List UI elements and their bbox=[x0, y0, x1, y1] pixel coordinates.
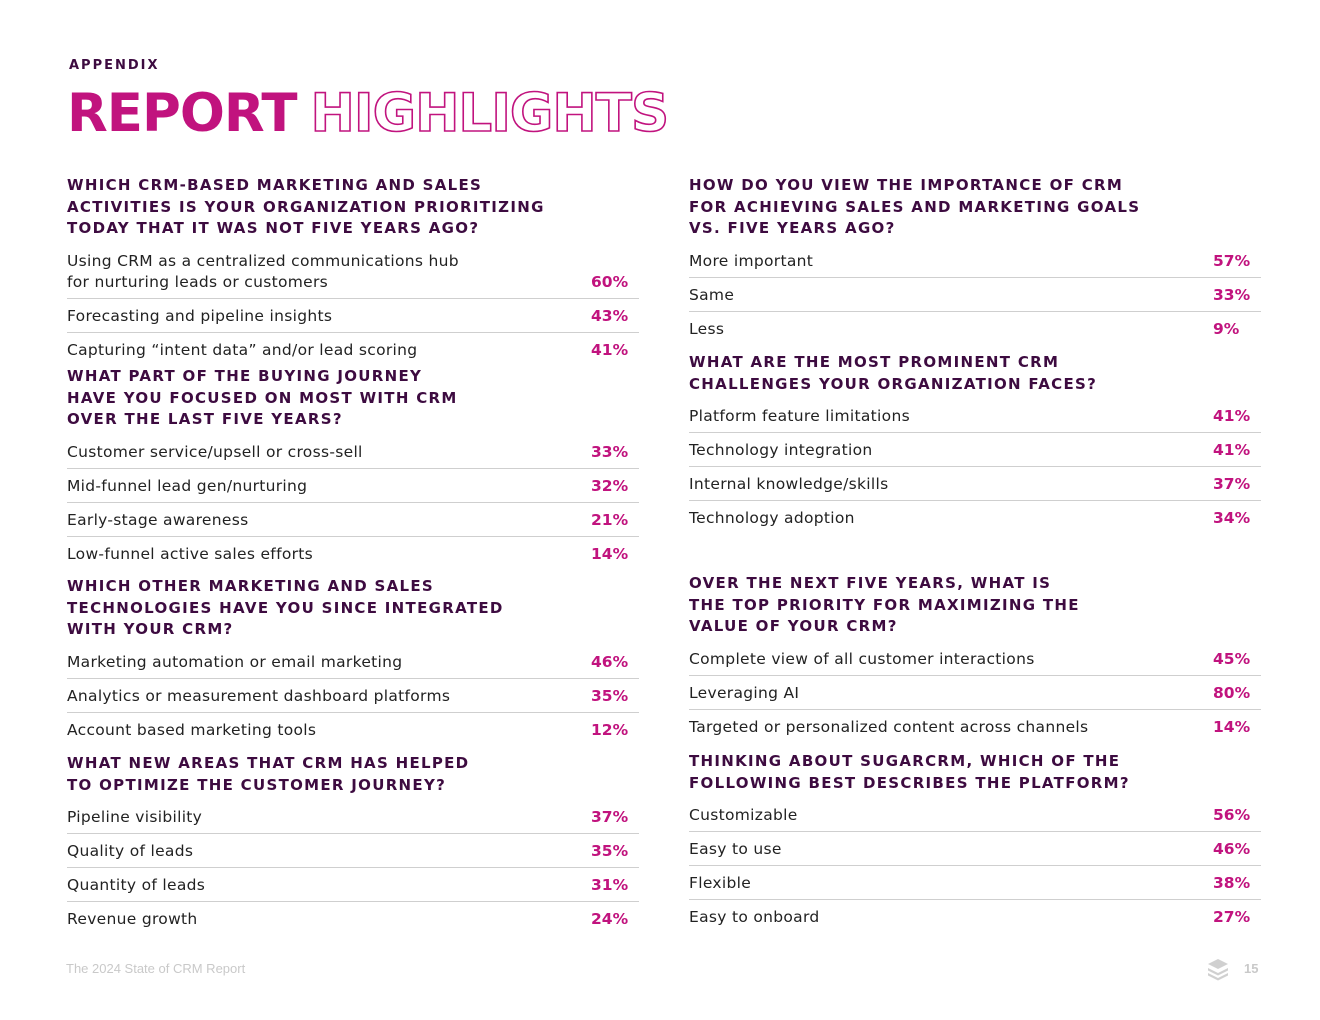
survey-block bbox=[689, 175, 1261, 345]
survey-block bbox=[689, 573, 1261, 743]
answer-label bbox=[689, 907, 1129, 928]
question-line: ACTIVITIES IS YOUR ORGANIZATION PRIORITIZING bbox=[67, 197, 545, 216]
answer-label-line: Capturing “intent data” and/or lead scoring bbox=[67, 340, 418, 359]
answer-percentage: 43% bbox=[591, 306, 629, 325]
question-line: HAVE YOU FOCUSED ON MOST WITH CRM bbox=[67, 388, 458, 407]
answer-label bbox=[689, 649, 1129, 670]
answer-row bbox=[689, 866, 1261, 900]
page-title bbox=[67, 82, 668, 146]
answer-label-line: Customer service/upsell or cross-sell bbox=[67, 442, 363, 461]
answer-label bbox=[689, 406, 1129, 427]
answer-list bbox=[689, 642, 1261, 743]
survey-block bbox=[67, 175, 639, 366]
answer-percentage: 24% bbox=[591, 910, 629, 928]
survey-block bbox=[67, 576, 639, 746]
title-solid-word: REPORT bbox=[67, 83, 297, 144]
answer-label bbox=[67, 841, 507, 862]
answer-label bbox=[67, 442, 507, 463]
answer-row bbox=[67, 868, 639, 902]
answer-list bbox=[67, 645, 639, 746]
answer-label bbox=[689, 319, 1129, 340]
answer-label bbox=[67, 875, 507, 896]
answer-label-line: Forecasting and pipeline insights bbox=[67, 306, 333, 325]
answer-label-line: Easy to use bbox=[689, 840, 782, 858]
answer-percentage: 56% bbox=[1213, 806, 1251, 824]
question-line: TODAY THAT IT WAS NOT FIVE YEARS AGO? bbox=[67, 219, 480, 237]
question-line: HOW DO YOU VIEW THE IMPORTANCE OF CRM bbox=[689, 176, 1124, 194]
answer-label bbox=[67, 686, 507, 707]
answer-label bbox=[67, 306, 507, 327]
survey-block bbox=[67, 753, 639, 935]
answer-label-line: Using CRM as a centralized communications hub bbox=[67, 251, 459, 270]
answer-label-line: Complete view of all customer interactions bbox=[689, 649, 1035, 668]
answer-percentage: 34% bbox=[1213, 509, 1251, 527]
answer-label-line: Leveraging AI bbox=[689, 683, 800, 702]
answer-percentage: 14% bbox=[591, 544, 629, 563]
question-line: THINKING ABOUT SUGARCRM, WHICH OF THE bbox=[689, 752, 1121, 770]
answer-percentage: 60% bbox=[591, 272, 629, 291]
answer-label-line: Revenue growth bbox=[67, 910, 198, 928]
answer-percentage: 9% bbox=[1213, 319, 1240, 338]
answer-row bbox=[689, 312, 1261, 345]
footer-report-name: The 2024 State of CRM Report bbox=[66, 961, 246, 976]
answer-label-line: Account based marketing tools bbox=[67, 720, 317, 739]
question-line: WHAT NEW AREAS THAT CRM HAS HELPED bbox=[67, 754, 470, 772]
answer-label-line: Marketing automation or email marketing bbox=[67, 652, 403, 671]
answer-label bbox=[67, 340, 507, 361]
answer-row bbox=[689, 467, 1261, 501]
answer-label-line: for nurturing leads or customers bbox=[67, 272, 329, 291]
answer-row bbox=[689, 642, 1261, 676]
answer-row bbox=[67, 244, 639, 299]
question-line: THE TOP PRIORITY FOR MAXIMIZING THE bbox=[689, 595, 1080, 614]
survey-question bbox=[689, 751, 1261, 794]
answer-percentage: 57% bbox=[1213, 251, 1251, 270]
answer-label bbox=[689, 839, 1129, 860]
answer-row bbox=[689, 710, 1261, 743]
title-outline-word: HIGHLIGHTS bbox=[310, 83, 669, 144]
answer-list bbox=[689, 399, 1261, 534]
survey-question bbox=[689, 352, 1261, 395]
answer-percentage: 41% bbox=[1213, 407, 1251, 425]
answer-percentage: 37% bbox=[1213, 475, 1251, 493]
answer-label bbox=[67, 720, 507, 741]
survey-question bbox=[689, 573, 1261, 638]
answer-percentage: 21% bbox=[591, 510, 629, 529]
answer-label-line: Early-stage awareness bbox=[67, 510, 249, 529]
answer-percentage: 41% bbox=[1213, 441, 1251, 459]
question-line: OVER THE LAST FIVE YEARS? bbox=[67, 410, 343, 428]
answer-label-line: Targeted or personalized content across channels bbox=[689, 717, 1089, 736]
answer-label-line: Internal knowledge/skills bbox=[689, 475, 889, 493]
answer-label-line: Flexible bbox=[689, 874, 752, 892]
survey-block bbox=[689, 352, 1261, 534]
question-line: WHAT PART OF THE BUYING JOURNEY bbox=[67, 367, 423, 385]
answer-label-line: Less bbox=[689, 319, 725, 338]
answer-label bbox=[689, 251, 1129, 272]
question-line: FOR ACHIEVING SALES AND MARKETING GOALS bbox=[689, 197, 1141, 216]
answer-row bbox=[67, 679, 639, 713]
question-line: WHICH CRM-BASED MARKETING AND SALES bbox=[67, 176, 483, 194]
answer-percentage: 41% bbox=[591, 340, 629, 359]
answer-label bbox=[67, 544, 507, 565]
question-line: TECHNOLOGIES HAVE YOU SINCE INTEGRATED bbox=[67, 598, 504, 617]
question-line: VS. FIVE YEARS AGO? bbox=[689, 219, 896, 237]
answer-percentage: 45% bbox=[1213, 649, 1251, 668]
survey-block bbox=[67, 366, 639, 570]
answer-row bbox=[67, 834, 639, 868]
answer-list bbox=[689, 244, 1261, 345]
answer-label-line: More important bbox=[689, 251, 814, 270]
answer-row bbox=[67, 435, 639, 469]
question-line: FOLLOWING BEST DESCRIBES THE PLATFORM? bbox=[689, 773, 1130, 792]
answer-row bbox=[67, 902, 639, 935]
answer-label bbox=[67, 251, 507, 293]
answer-percentage: 12% bbox=[591, 720, 629, 739]
question-line: OVER THE NEXT FIVE YEARS, WHAT IS bbox=[689, 574, 1052, 592]
page-number: 15 bbox=[1244, 961, 1259, 976]
answer-row bbox=[689, 433, 1261, 467]
question-line: TO OPTIMIZE THE CUSTOMER JOURNEY? bbox=[67, 775, 447, 794]
answer-row bbox=[67, 503, 639, 537]
answer-row bbox=[689, 900, 1261, 933]
answer-label-line: Mid-funnel lead gen/nurturing bbox=[67, 476, 308, 495]
answer-label bbox=[689, 873, 1129, 894]
answer-row bbox=[67, 713, 639, 746]
survey-question bbox=[67, 366, 639, 431]
answer-percentage: 31% bbox=[591, 876, 629, 894]
answer-row bbox=[67, 800, 639, 834]
answer-label bbox=[67, 807, 507, 828]
answer-label-line: Analytics or measurement dashboard platforms bbox=[67, 686, 451, 705]
question-line: CHALLENGES YOUR ORGANIZATION FACES? bbox=[689, 374, 1098, 393]
answer-percentage: 27% bbox=[1213, 908, 1251, 926]
answer-percentage: 14% bbox=[1213, 717, 1251, 736]
answer-label-line: Customizable bbox=[689, 806, 798, 824]
answer-percentage: 32% bbox=[591, 476, 629, 495]
answer-label-line: Pipeline visibility bbox=[67, 808, 203, 826]
answer-label bbox=[689, 805, 1129, 826]
answer-label bbox=[689, 440, 1129, 461]
answer-label bbox=[689, 717, 1129, 738]
answer-percentage: 35% bbox=[591, 842, 629, 860]
answer-label bbox=[689, 683, 1129, 704]
answer-percentage: 37% bbox=[591, 808, 629, 826]
answer-percentage: 33% bbox=[1213, 285, 1251, 304]
answer-row bbox=[689, 399, 1261, 433]
answer-row bbox=[67, 469, 639, 503]
answer-row bbox=[67, 537, 639, 570]
answer-row bbox=[689, 501, 1261, 534]
survey-question bbox=[67, 175, 639, 240]
answer-label bbox=[689, 285, 1129, 306]
answer-label-line: Platform feature limitations bbox=[689, 407, 910, 425]
answer-list bbox=[67, 244, 639, 366]
answer-label bbox=[67, 510, 507, 531]
answer-list bbox=[67, 435, 639, 570]
answer-percentage: 33% bbox=[591, 442, 629, 461]
answer-label bbox=[689, 474, 1129, 495]
answer-row bbox=[689, 832, 1261, 866]
survey-question bbox=[67, 753, 639, 796]
answer-label-line: Technology adoption bbox=[689, 509, 855, 527]
answer-label-line: Quality of leads bbox=[67, 842, 194, 860]
section-eyebrow: APPENDIX bbox=[69, 58, 160, 73]
question-line: WHICH OTHER MARKETING AND SALES bbox=[67, 577, 435, 595]
answer-label-line: Easy to onboard bbox=[689, 908, 820, 926]
answer-row bbox=[67, 333, 639, 366]
answer-label-line: Same bbox=[689, 285, 735, 304]
answer-list bbox=[67, 800, 639, 935]
answer-percentage: 46% bbox=[1213, 840, 1251, 858]
answer-label bbox=[67, 909, 507, 930]
answer-label-line: Quantity of leads bbox=[67, 876, 206, 894]
answer-percentage: 35% bbox=[591, 686, 629, 705]
survey-block bbox=[689, 751, 1261, 933]
answer-label-line: Technology integration bbox=[689, 441, 873, 459]
answer-percentage: 46% bbox=[591, 652, 629, 671]
answer-row bbox=[689, 278, 1261, 312]
survey-question bbox=[689, 175, 1261, 240]
question-line: WITH YOUR CRM? bbox=[67, 620, 234, 638]
answer-percentage: 80% bbox=[1213, 683, 1251, 702]
stacked-layers-icon bbox=[1206, 957, 1230, 981]
answer-row bbox=[689, 676, 1261, 710]
answer-label bbox=[689, 508, 1129, 529]
answer-row bbox=[689, 798, 1261, 832]
answer-label-line: Low-funnel active sales efforts bbox=[67, 544, 314, 563]
answer-label bbox=[67, 652, 507, 673]
answer-percentage: 38% bbox=[1213, 874, 1251, 892]
answer-list bbox=[689, 798, 1261, 933]
answer-label bbox=[67, 476, 507, 497]
question-line: WHAT ARE THE MOST PROMINENT CRM bbox=[689, 353, 1060, 371]
question-line: VALUE OF YOUR CRM? bbox=[689, 617, 898, 635]
answer-row bbox=[67, 299, 639, 333]
answer-row bbox=[689, 244, 1261, 278]
answer-row bbox=[67, 645, 639, 679]
survey-question bbox=[67, 576, 639, 641]
